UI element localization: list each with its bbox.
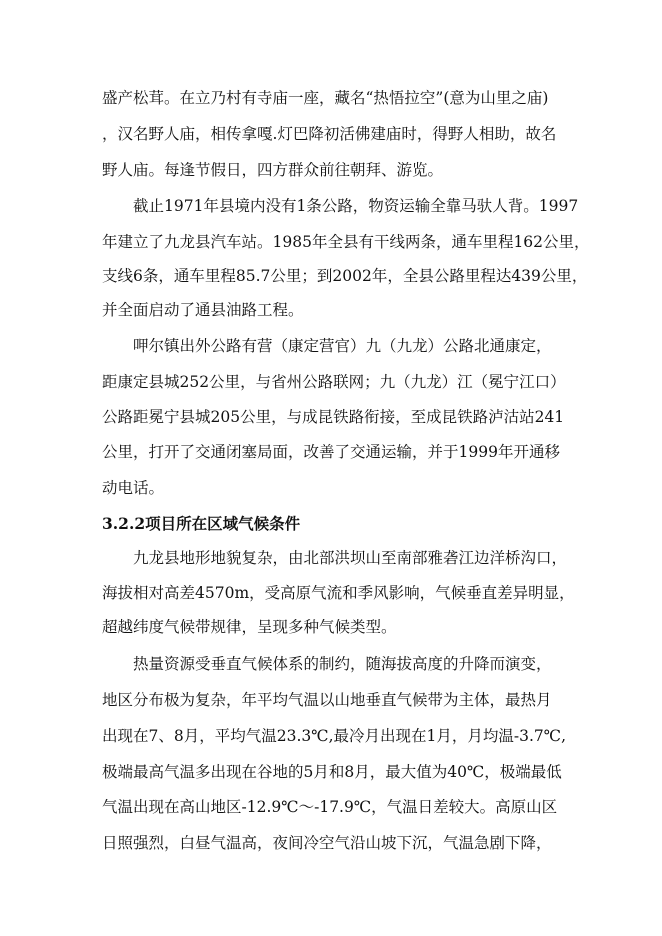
paragraph-4-line-2: 海拔相对高差4570m，受高原气流和季风影响，气候垂直差异明显， [102,584,575,602]
paragraph-3-line-3: 公路距冕宁县城205公里，与成昆铁路衔接，至成昆铁路泸沽站241 [102,408,565,426]
section-heading: 3.2.2项目所在区域气候条件 [102,514,301,533]
paragraph-3-line-2: 距康定县城252公里，与省州公路联网；九（九龙）江（冕宁江口） [102,373,566,391]
paragraph-5-line-6: 日照强烈，白昼气温高，夜间冷空气沿山坡下沉，气温急剧下降， [102,834,552,852]
paragraph-3-line-4: 公里，打开了交通闭塞局面，改善了交通运输，并于1999年开通移 [102,443,560,461]
paragraph-3-line-1: 呷尔镇出外公路有营（康定营官）九（九龙）公路北通康定， [133,337,552,355]
paragraph-5-line-1: 热量资源受垂直气候体系的制约，随海拔高度的升降而演变， [133,655,552,673]
paragraph-4-line-3: 超越纬度气候带规律，呈现多种气候类型。 [102,618,397,636]
paragraph-5-line-4: 极端最高气温多出现在谷地的5月和8月，最大值为40℃，极端最低 [102,763,562,781]
paragraph-1-line-2: ，汉名野人庙，相传拿嘎.灯巴降初活佛建庙时，得野人相助，故名 [102,125,557,143]
paragraph-4-line-1: 九龙县地形地貌复杂，由北部洪坝山至南部雅砻江边洋桥沟口， [133,549,568,567]
paragraph-1-line-3: 野人庙。每逢节假日，四方群众前往朝拜、游览。 [102,161,444,179]
paragraph-5-line-3: 出现在7、8月，平均气温23.3℃,最冷月出现在1月，月均温-3.7℃, [102,727,567,745]
paragraph-2-line-3: 支线6条，通车里程85.7公里；到2002年，全县公路里程达439公里， [102,267,588,285]
paragraph-5-line-5: 气温出现在高山地区-12.9℃～-17.9℃，气温日差较大。高原山区 [102,798,558,816]
paragraph-1-line-1: 盛产松茸。在立乃村有寺庙一座，藏名“热悟拉空”(意为山里之庙) [102,89,549,107]
paragraph-2-line-1: 截止1971年县境内没有1条公路，物资运输全靠马驮人背。1997 [133,197,579,215]
paragraph-5-line-2: 地区分布极为复杂，年平均气温以山地垂直气候带为主体，最热月 [102,691,552,709]
paragraph-2-line-2: 年建立了九龙县汽车站。1985年全县有干线两条，通车里程162公里， [102,233,590,251]
paragraph-2-line-4: 并全面启动了通县油路工程。 [102,301,304,319]
paragraph-3-line-5: 动电话。 [102,479,165,497]
